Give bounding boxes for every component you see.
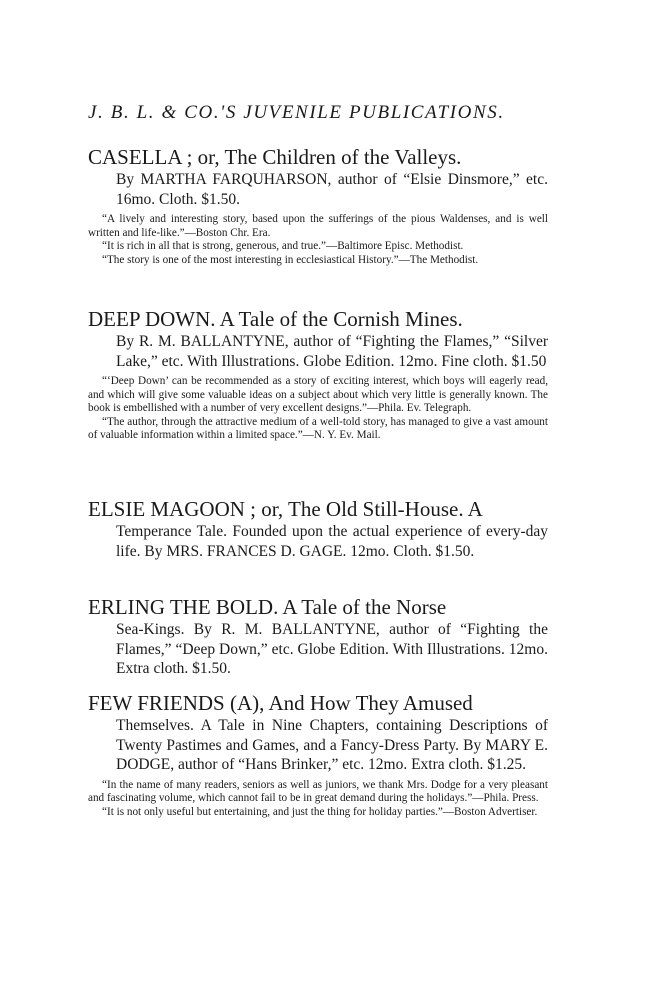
catalog-entry <box>88 146 548 267</box>
entry-title: DEEP DOWN. A Tale of the Cornish Mines. <box>88 307 463 331</box>
entry-title: CASELLA ; or, The Children of the Valleys. <box>88 145 462 169</box>
entry-body: By MARTHA FARQUHARSON, author of “Elsie Dinsmore,” etc. 16mo. Cloth. $1.50. <box>116 171 548 208</box>
entry-body: Sea-Kings. By R. M. BALLANTYNE, author of “Fighting the Flames,” “Deep Down,” etc. Globe Edition. With Illustrations. 12mo. Extra cloth. $1.50. <box>116 621 548 677</box>
catalog-entry <box>88 692 548 819</box>
entry-body: Temperance Tale. Founded upon the actual experience of every-day life. By MRS. FRANCES D. GAGE. 12mo. Cloth. $1.50. <box>116 523 548 560</box>
entry-body: Themselves. A Tale in Nine Chapters, containing Descriptions of Twenty Pastimes and Games, and a Fancy-Dress Party. By MARY E. DODGE, author of “Hans Brinker,” etc. 12mo. Extra cloth. $1.25. <box>116 717 548 773</box>
review-quote: “It is rich in all that is strong, generous, and true.”—Baltimore Episc. Methodist. <box>102 240 464 253</box>
entry-title: FEW FRIENDS (A), And How They Amused <box>88 691 473 715</box>
entry-title: ERLING THE BOLD. A Tale of the Norse <box>88 595 447 619</box>
review-quote: “A lively and interesting story, based upon the sufferings of the pious Waldenses, and is well written and life-like.”—Boston Chr. Era. <box>88 213 548 239</box>
review-quote: “The story is one of the most interesting in ecclesiastical History.”—The Methodist. <box>102 253 479 266</box>
entry-reviews <box>88 213 548 267</box>
review-quote: “It is not only useful but entertaining, and just the thing for holiday parties.”—Boston Advertiser. <box>102 805 538 818</box>
review-quote: “‘Deep Down’ can be recommended as a story of exciting interest, which boys will eagerly read, and which will give some valuable ideas on a subject about which very little is generally known. The book is embellished with a number of very excellent designs.”—Phila. Ev. Telegraph. <box>88 375 548 415</box>
catalog-entry <box>88 498 548 561</box>
entry-reviews <box>88 779 548 820</box>
review-quote: “In the name of many readers, seniors as well as juniors, we thank Mrs. Dodge for a very pleasant and fascinating volume, which cannot fail to be in great demand during the holidays.”—Phila. Press. <box>88 778 548 805</box>
entry-title: ELSIE MAGOON ; or, The Old Still-House. A <box>88 497 483 521</box>
page-header: J. B. L. & CO.'S JUVENILE PUBLICATIONS. <box>88 102 505 123</box>
catalog-entry <box>88 308 548 443</box>
catalog-entry <box>88 596 548 679</box>
entry-body: By R. M. BALLANTYNE, author of “Fighting the Flames,” “Silver Lake,” etc. With Illustrations. Globe Edition. 12mo. Fine cloth. $1.50 <box>116 333 548 370</box>
review-quote: “The author, through the attractive medium of a well-told story, has managed to give a vast amount of valuable information within a limited space.”—N. Y. Ev. Mail. <box>88 415 548 442</box>
entry-reviews <box>88 375 548 443</box>
